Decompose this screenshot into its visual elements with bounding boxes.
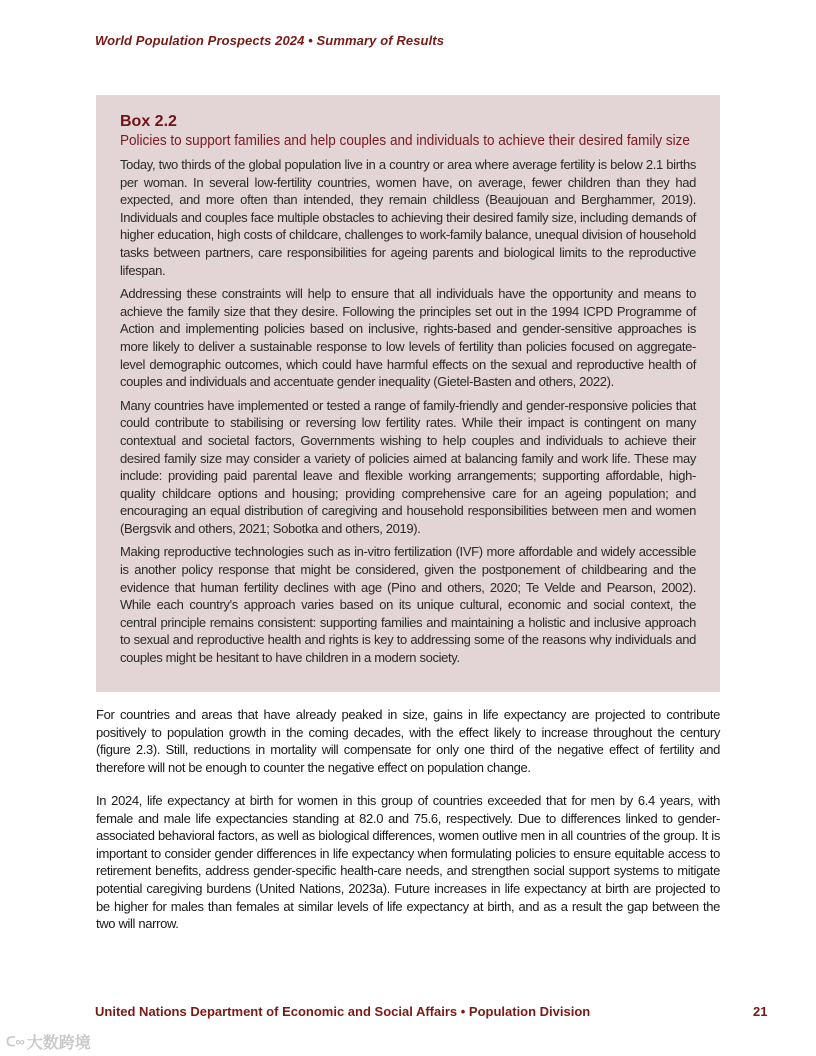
box-paragraph-3: Many countries have implemented or tested a range of family-friendly and gender-responsive policies that could contribute to stabilising or reversing low fertility rates. While their impact is contingent on many contextual and societal factors, Governments wishing to help couples and individuals to achieve their desired family size may consider a variety of policies aimed at balancing family and work life. These may include: providing paid parental leave and flexible working arrangements; supporting affordable, high-quality childcare options and housing; providing comprehensive care for an ageing population; and encouraging an equal distribution of caregiving and household responsibilities between men and women (Bergsvik and others, 2021; Sobotka and others, 2019). — [120, 397, 696, 536]
box-paragraph-4: Making reproductive technologies such as in-vitro fertilization (IVF) more affordable and widely accessible is another policy response that might be considered, given the postponement of childbearing and the evidence that human fertility declines with age (Pino and others, 2020; Te Velde and Pearson, 2002). While each country's approach varies based on its unique cultural, economic and social context, the central principle remains consistent: supporting families and maintaining a holistic and inclusive approach to sexual and reproductive health and rights is key to addressing some of the reasons why individuals and couples might be hesitant to have children in a modern society. — [120, 544, 696, 666]
box-paragraph-1: Today, two thirds of the global population live in a country or area where average fertility is below 2.1 births per woman. In several low-fertility countries, women have, on average, fewer children than they had expected, and more often than intended, they remain childless (Beaujouan and Berghammer, 2019). Individuals and couples face multiple obstacles to achieving their desired family size, including demands of higher education, high costs of childcare, challenges to work-family balance, unequal division of household tasks between partners, care responsibilities for ageing parents and biological limits to the reproductive lifespan. — [120, 157, 696, 278]
running-header: World Population Prospects 2024 • Summary of Results — [95, 33, 445, 48]
body-paragraph-1: For countries and areas that have already peaked in size, gains in life expectancy are projected to contribute positively to population growth in the coming decades, with the effect likely to increase throughout the century (figure 2.3). Still, reductions in mortality will compensate for only one third of the negative effect of fertility and therefore will not be enough to counter the negative effect on population change. — [96, 707, 720, 775]
body-paragraph-2: In 2024, life expectancy at birth for women in this group of countries exceeded that for men by 6.4 years, with female and male life expectancies standing at 82.0 and 75.6, respectively. Due to differences linked to gender-associated behavioral factors, as well as biological differences, women outlive men in all countries of the group. It is important to consider gender differences in life expectancy when formulating policies to ensure equitable access to retirement benefits, address gender-specific health-care needs, and strengthen social support systems to mitigate potential caregiving burdens (United Nations, 2023a). Future increases in life expectancy at birth are projected to be higher for males than females at similar levels of life expectancy at birth, and as a result the gap between the two will narrow. — [96, 793, 720, 932]
watermark-logo-icon: ᑕ∞ — [6, 1033, 25, 1049]
box-paragraph-2: Addressing these constraints will help to ensure that all individuals have the opportunity and means to achieve the family size that they desire. Following the principles set out in the 1994 ICPD Programme of Action and implementing policies based on inclusive, rights-based and gender-sensitive approaches is more likely to deliver a sustainable response to low levels of fertility than policies focused on aggregate-level demographic outcomes, which could have harmful effects on the sexual and reproductive health of couples and individuals and accentuate gender inequality (Gietel-Basten and others, 2022). — [120, 286, 696, 390]
box-label: Box 2.2 — [120, 113, 177, 130]
watermark-text: 大数跨境 — [26, 1035, 91, 1052]
page-number: 21 — [753, 1004, 768, 1019]
box-title: Policies to support families and help couples and individuals to achieve their desired family size — [120, 133, 690, 149]
watermark — [6, 1030, 91, 1053]
footer-organization: United Nations Department of Economic and Social Affairs • Population Division — [95, 1004, 591, 1019]
box-2-2 — [96, 95, 720, 692]
